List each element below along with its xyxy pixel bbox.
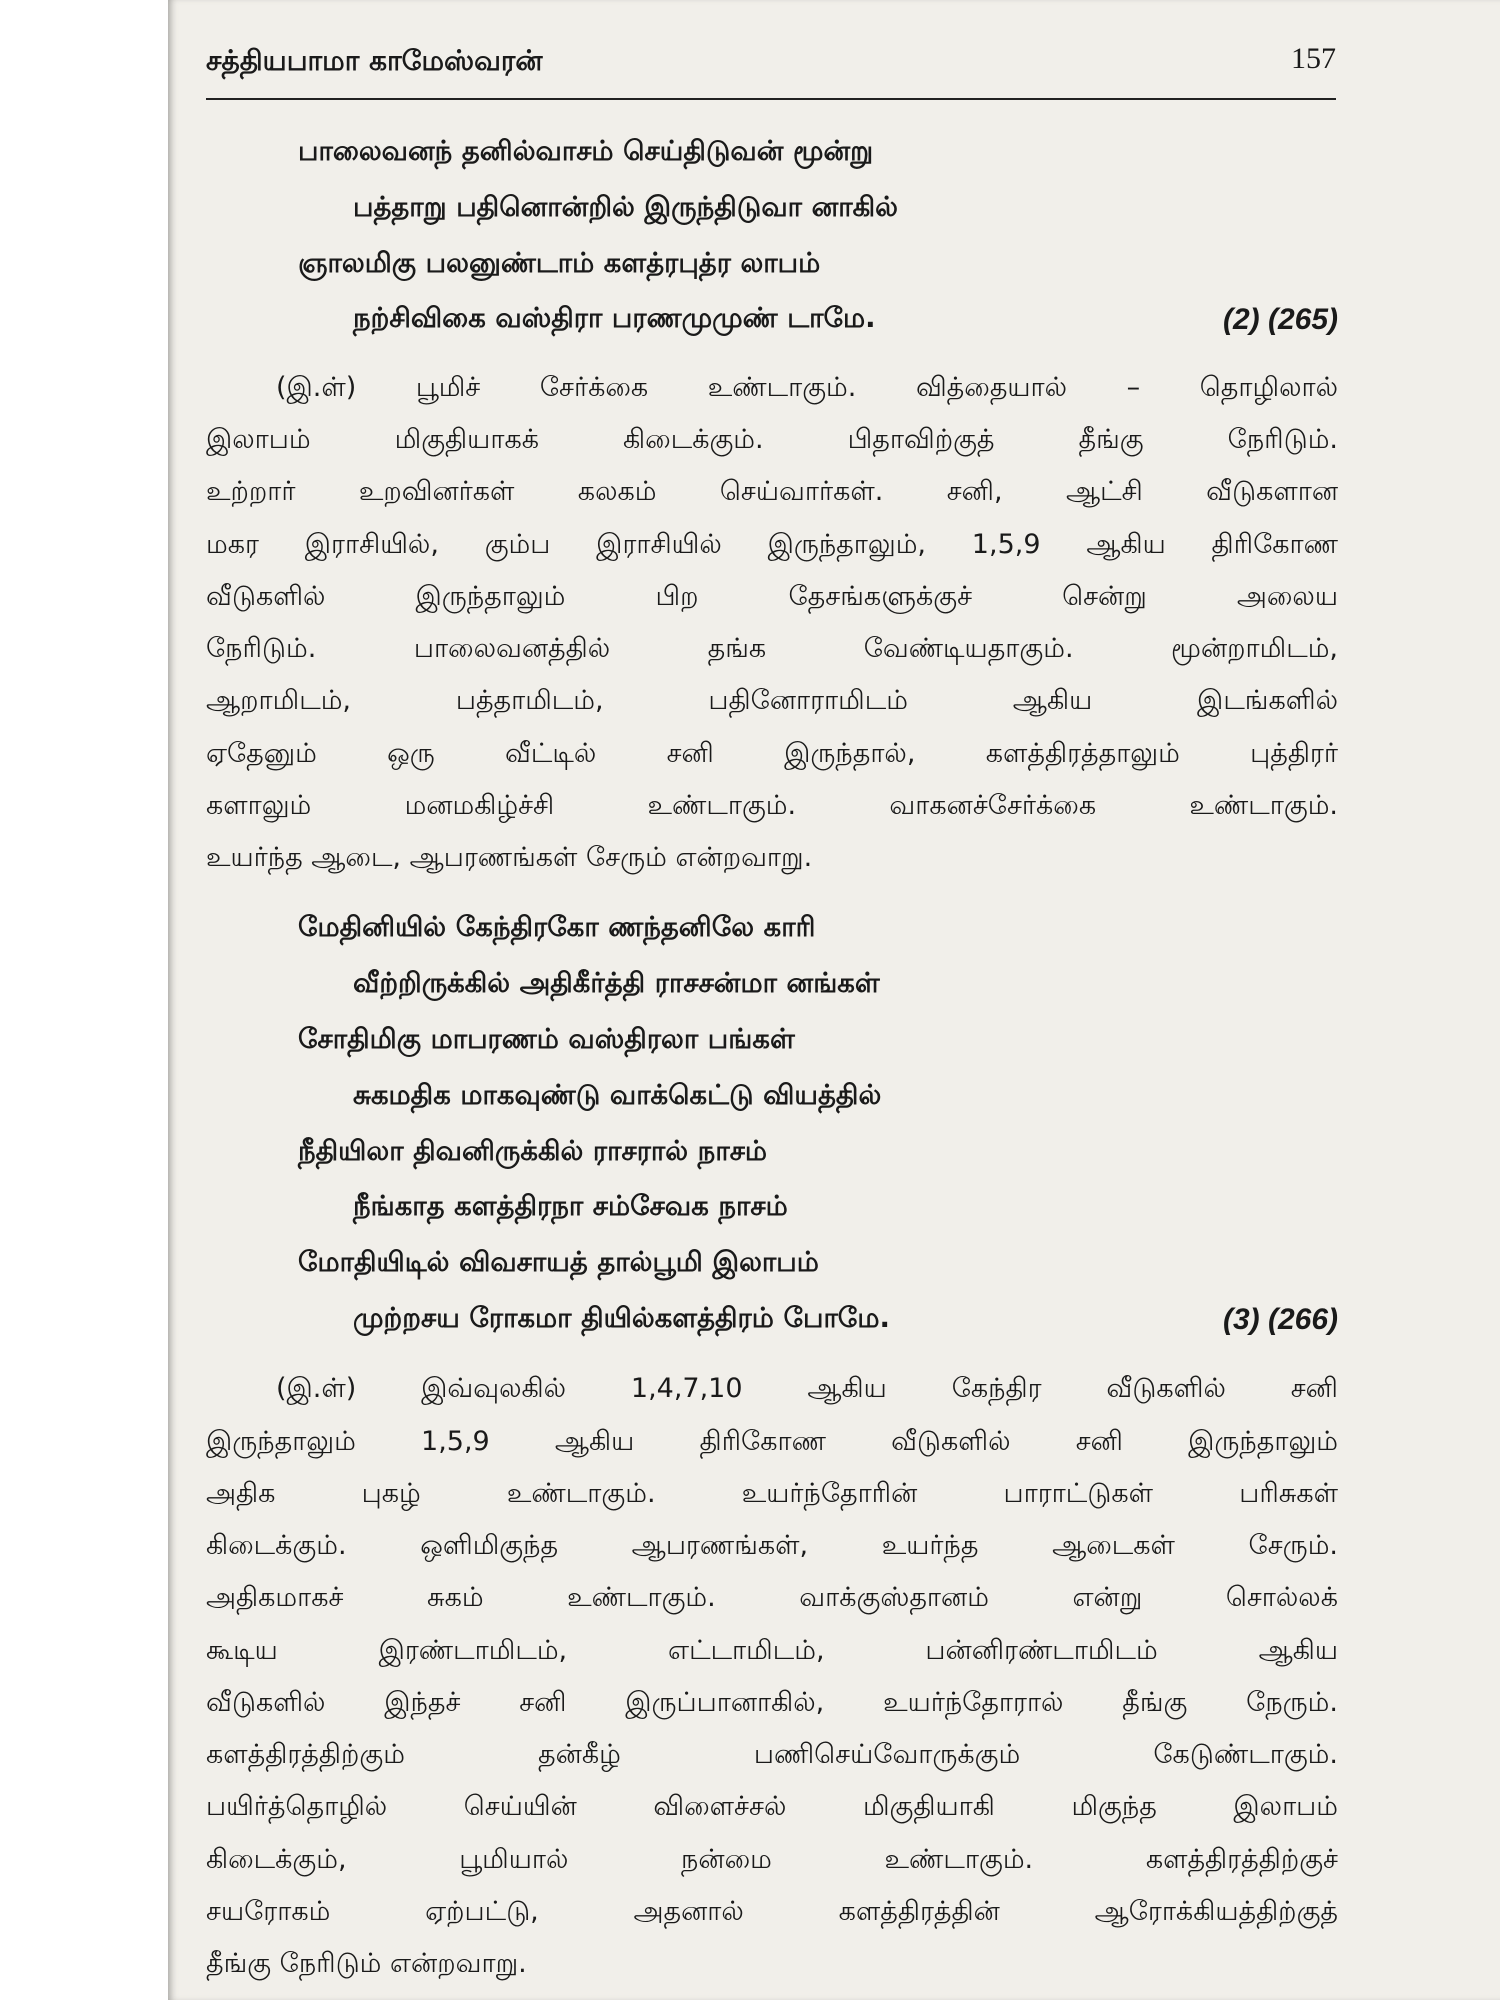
commentary-line: ஏதேனும் ஒரு வீட்டில் சனி இருந்தால், களத்திரத்தாலும் புத்திரர் bbox=[206, 737, 1338, 769]
verse-line: சோதிமிகு மாபரணம் வஸ்திரலா பங்கள் bbox=[298, 1022, 795, 1055]
page-content bbox=[188, 0, 1478, 2000]
commentary-line: தீங்கு நேரிடும் என்றவாறு. bbox=[206, 1948, 527, 1979]
verse-reference: (2) (265) bbox=[1222, 302, 1338, 336]
verse-line-with-ref bbox=[353, 301, 1338, 336]
commentary-line: கிடைக்கும். ஒளிமிகுந்த ஆபரணங்கள், உயர்ந்த ஆடைகள் சேரும். bbox=[206, 1530, 1338, 1562]
commentary-line: சயரோகம் ஏற்பட்டு, அதனால் களத்திரத்தின் ஆரோக்கியத்திற்குத் bbox=[206, 1895, 1338, 1927]
commentary-line: களாலும் மனமகிழ்ச்சி உண்டாகும். வாகனச்சேர்க்கை உண்டாகும். bbox=[206, 789, 1338, 821]
page-sheet bbox=[168, 0, 1500, 2000]
commentary-line: உற்றார் உறவினர்கள் கலகம் செய்வார்கள். சனி, ஆட்சி வீடுகளான bbox=[206, 476, 1338, 508]
commentary-line: களத்திரத்திற்கும் தன்கீழ் பணிசெய்வோருக்கும் கேடுண்டாகும். bbox=[206, 1739, 1338, 1771]
commentary-line: பயிர்த்தொழில் செய்யின் விளைச்சல் மிகுதியாகி மிகுந்த இலாபம் bbox=[206, 1791, 1338, 1823]
verse-line: நீங்காத களத்திரநா சம்சேவக நாசம் bbox=[353, 1190, 788, 1223]
verse-line: நீதியிலா திவனிருக்கில் ராசரால் நாசம் bbox=[298, 1134, 768, 1167]
verse-line: வீற்றிருக்கில் அதிகீர்த்தி ராசசன்மா னங்கள் bbox=[353, 967, 880, 1000]
commentary-line: வீடுகளில் இந்தச் சனி இருப்பானாகில், உயர்ந்தோரால் தீங்கு நேரும். bbox=[206, 1686, 1338, 1718]
commentary-line: (இ.ள்) இவ்வுலகில் 1,4,7,10 ஆகிய கேந்திர வீடுகளில் சனி bbox=[276, 1373, 1338, 1405]
running-header-author: சத்தியபாமா காமேஸ்வரன் bbox=[206, 44, 543, 77]
commentary-line: இருந்தாலும் 1,5,9 ஆகிய திரிகோண வீடுகளில் சனி இருந்தாலும் bbox=[206, 1425, 1338, 1457]
commentary-line: மகர இராசியில், கும்ப இராசியில் இருந்தாலும், 1,5,9 ஆகிய திரிகோண bbox=[206, 528, 1338, 560]
commentary-line: ஆறாமிடம், பத்தாமிடம், பதினோராமிடம் ஆகிய இடங்களில் bbox=[206, 685, 1338, 717]
commentary-line: நேரிடும். பாலைவனத்தில் தங்க வேண்டியதாகும். மூன்றாமிடம், bbox=[206, 633, 1338, 665]
verse-line: ஞாலமிகு பலனுண்டாம் களத்ரபுத்ர லாபம் bbox=[298, 246, 821, 279]
commentary-line: (இ.ள்) பூமிச் சேர்க்கை உண்டாகும். வித்தையால் – தொழிலால் bbox=[276, 371, 1338, 403]
verse-line-with-ref bbox=[353, 1302, 1338, 1337]
verse-reference: (3) (266) bbox=[1222, 1303, 1338, 1337]
verse-line: நற்சிவிகை வஸ்திரா பரணமுமுண் டாமே. bbox=[353, 301, 876, 334]
commentary-line: அதிக புகழ் உண்டாகும். உயர்ந்தோரின் பாராட்டுகள் பரிசுகள் bbox=[206, 1477, 1338, 1509]
running-header bbox=[206, 38, 1336, 100]
commentary-line: வீடுகளில் இருந்தாலும் பிற தேசங்களுக்குச் சென்று அலைய bbox=[206, 580, 1338, 612]
verse-line: பத்தாறு பதினொன்றில் இருந்திடுவா னாகில் bbox=[353, 190, 898, 223]
verse-line: சுகமதிக மாகவுண்டு வாக்கெட்டு வியத்தில் bbox=[353, 1078, 882, 1111]
commentary-line: கூடிய இரண்டாமிடம், எட்டாமிடம், பன்னிரண்டாமிடம் ஆகிய bbox=[206, 1634, 1338, 1666]
commentary-line: உயர்ந்த ஆடை, ஆபரணங்கள் சேரும் என்றவாறு. bbox=[206, 842, 813, 874]
commentary-line: இலாபம் மிகுதியாகக் கிடைக்கும். பிதாவிற்குத் தீங்கு நேரிடும். bbox=[206, 424, 1338, 456]
page-number: 157 bbox=[1291, 42, 1336, 75]
commentary-line: அதிகமாகச் சுகம் உண்டாகும். வாக்குஸ்தானம் என்று சொல்லக் bbox=[206, 1582, 1338, 1614]
verse-line: மேதினியில் கேந்திரகோ ணந்தனிலே காரி bbox=[298, 911, 816, 944]
commentary-line: கிடைக்கும், பூமியால் நன்மை உண்டாகும். களத்திரத்திற்குச் bbox=[206, 1843, 1338, 1875]
verse-line: முற்றசய ரோகமா தியில்களத்திரம் போமே. bbox=[353, 1302, 890, 1335]
verse-line: மோதியிடில் விவசாயத் தால்பூமி இலாபம் bbox=[298, 1246, 819, 1279]
verse-line: பாலைவனந் தனில்வாசம் செய்திடுவன் மூன்று bbox=[298, 135, 874, 167]
